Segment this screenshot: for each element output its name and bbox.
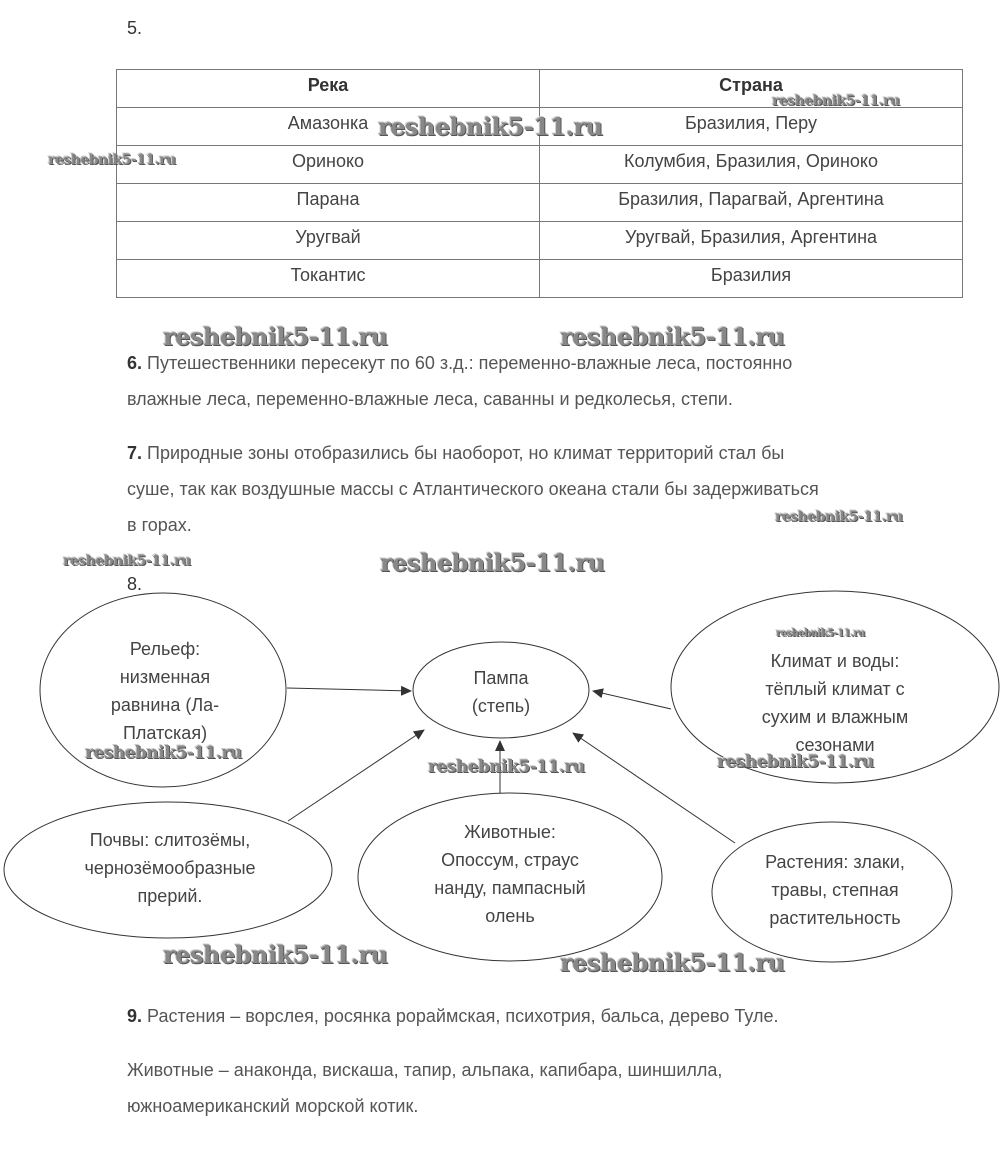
task-9-line-3: южноамериканский морской котик.: [127, 1096, 419, 1116]
country-cell: Бразилия: [540, 260, 963, 298]
task-6: [127, 345, 792, 417]
task-7-line-2: суше, так как воздушные массы с Атлантического океана стали бы задерживаться: [127, 479, 819, 499]
node-plants-line: растительность: [769, 908, 901, 928]
watermark: reshebnik5-11.ru: [560, 948, 785, 977]
task-9-text-1: Растения – ворслея, росянка рораймская, психотрия, бальса, дерево Туле.: [147, 1006, 779, 1026]
node-center: [420, 664, 582, 720]
country-cell: Бразилия, Парагвай, Аргентина: [540, 184, 963, 222]
river-cell: Амазонка: [117, 108, 540, 146]
arrow-climate-to-center: [593, 691, 671, 709]
node-climate: [720, 647, 950, 759]
country-cell: Уругвай, Бразилия, Аргентина: [540, 222, 963, 260]
task-7: [127, 435, 819, 543]
node-animals: [390, 818, 630, 930]
node-relief-line: Платская): [122, 723, 208, 743]
river-cell: Парана: [117, 184, 540, 222]
node-plants-line: Растения: злаки,: [765, 852, 905, 872]
task-7-text-1: Природные зоны отобразились бы наоборот, но климат территорий стал бы: [147, 443, 785, 463]
arrow-relief-to-center: [287, 688, 411, 691]
task-6-number: 6.: [127, 353, 143, 373]
node-animals-line: Опоссум, страус: [441, 850, 579, 870]
node-relief-line: низменная: [119, 667, 211, 687]
table-row: [117, 260, 963, 298]
node-animals-line: нанду, пампасный: [434, 878, 586, 898]
node-climate-line: Климат и воды:: [770, 651, 900, 671]
watermark: reshebnik5-11.ru: [85, 743, 242, 763]
watermark: reshebnik5-11.ru: [380, 548, 605, 577]
watermark: reshebnik5-11.ru: [48, 152, 176, 168]
node-center-line: Пампа: [473, 668, 529, 688]
watermark: reshebnik5-11.ru: [775, 509, 903, 525]
node-plants-line: травы, степная: [771, 880, 899, 900]
node-climate-line: тёплый климат с: [765, 679, 905, 699]
river-cell: Токантис: [117, 260, 540, 298]
country-cell: Колумбия, Бразилия, Ориноко: [540, 146, 963, 184]
task-6-line-2: влажные леса, переменно-влажные леса, саванны и редколесья, степи.: [127, 389, 733, 409]
node-climate-line: сезонами: [795, 735, 875, 755]
watermark: reshebnik5-11.ru: [428, 757, 585, 777]
node-relief: [60, 635, 270, 747]
header-country: Страна: [540, 70, 963, 108]
node-soils-line: прерий.: [137, 886, 203, 906]
watermark: reshebnik5-11.ru: [560, 322, 785, 351]
watermark: reshebnik5-11.ru: [378, 112, 603, 141]
node-soils-line: чернозёмообразные: [84, 858, 256, 878]
task-9-number: 9.: [127, 1006, 143, 1026]
country-cell: Бразилия, Перу: [540, 108, 963, 146]
arrow-soils-to-center: [288, 730, 424, 821]
node-center-line: (степь): [471, 696, 531, 716]
watermark: reshebnik5-11.ru: [776, 628, 865, 639]
table-row: [117, 222, 963, 260]
header-river: Река: [117, 70, 540, 108]
table-row: [117, 146, 963, 184]
river-cell: Уругвай: [117, 222, 540, 260]
node-soils: [40, 826, 300, 910]
watermark: reshebnik5-11.ru: [63, 553, 191, 569]
watermark: reshebnik5-11.ru: [772, 93, 900, 109]
node-soils-line: Почвы: слитозёмы,: [89, 830, 251, 850]
river-cell: Ориноко: [117, 146, 540, 184]
node-plants: [730, 848, 940, 932]
task-8-number: 8.: [127, 574, 143, 594]
node-animals-line: Животные:: [464, 822, 556, 842]
task-9: [127, 998, 778, 1124]
task-7-line-1: [127, 435, 819, 471]
node-climate-line: сухим и влажным: [761, 707, 909, 727]
node-relief-line: равнина (Ла-: [110, 695, 220, 715]
node-animals-line: олень: [485, 906, 535, 926]
watermark: reshebnik5-11.ru: [163, 940, 388, 969]
watermark: reshebnik5-11.ru: [717, 752, 874, 772]
task-5-number: 5.: [127, 18, 143, 38]
watermark: reshebnik5-11.ru: [163, 322, 388, 351]
node-relief-line: Рельеф:: [129, 639, 201, 659]
task-7-line-3: в горах.: [127, 515, 192, 535]
table-row: [117, 184, 963, 222]
task-9-line-1: [127, 998, 778, 1034]
task-7-number: 7.: [127, 443, 143, 463]
task-9-line-2: Животные – анаконда, вискаша, тапир, альпака, капибара, шиншилла,: [127, 1060, 723, 1080]
task-6-text-1: Путешественники пересекут по 60 з.д.: переменно-влажные леса, постоянно: [147, 353, 793, 373]
